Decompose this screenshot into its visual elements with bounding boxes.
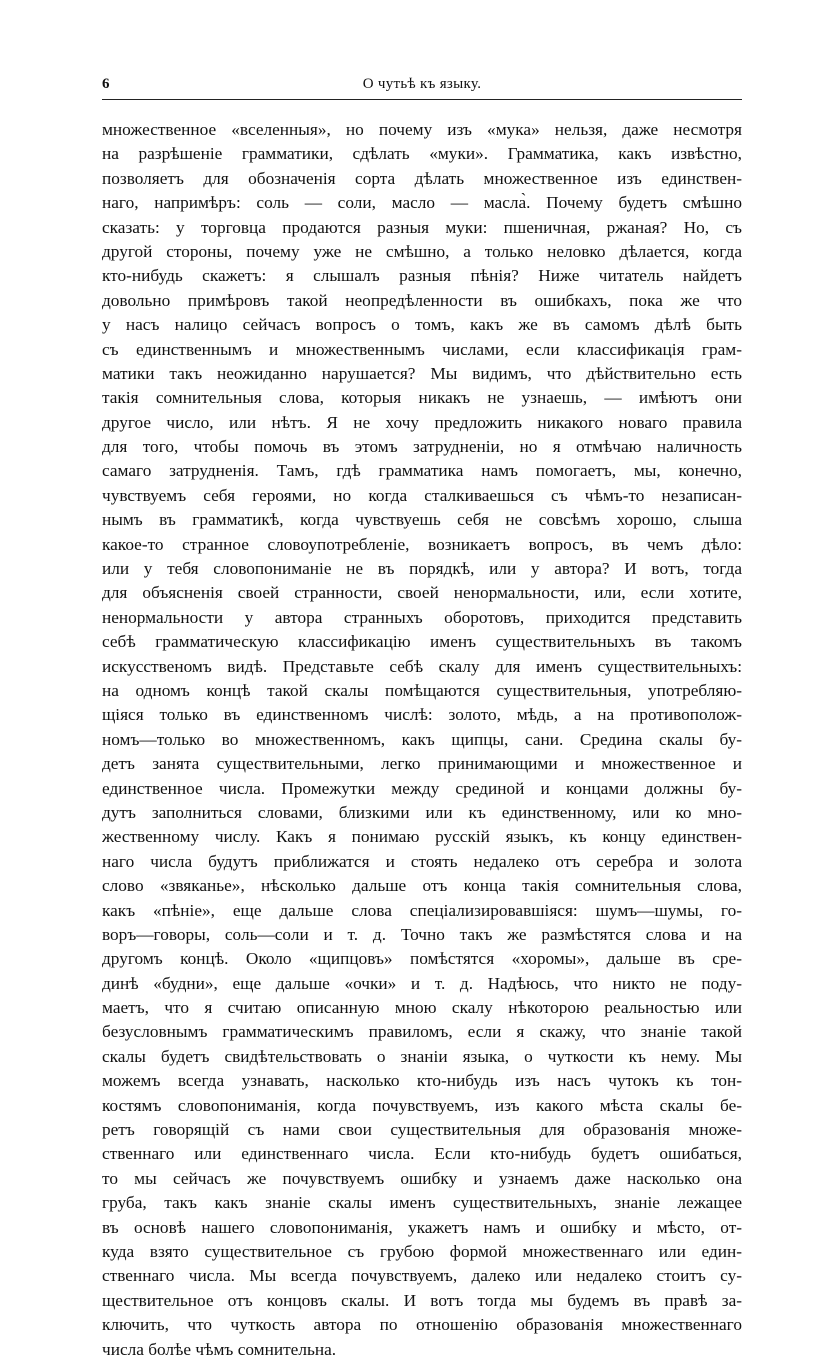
text-line: можемъ всегда узнавать, насколько кто-нибудь изъ насъ чутокъ къ тон- xyxy=(102,1071,742,1091)
text-line: другое число, или нѣтъ. Я не хочу предложить никакого новаго правила xyxy=(102,412,742,432)
text-line: кто-нибудь скажетъ: я слышалъ разныя пѣнія? Ниже читатель найдетъ xyxy=(102,266,742,286)
text-line: или у тебя словопониманіе не въ порядкѣ, или у автора? И вотъ, тогда xyxy=(102,559,742,579)
text-line: наго, напримѣръ: соль — соли, масло — масла̀. Почему будетъ смѣшно xyxy=(102,193,742,213)
text-line: себѣ грамматическую классификацію именъ существительныхъ въ такомъ xyxy=(102,632,742,652)
body-text xyxy=(102,118,742,1362)
text-line: безусловнымъ грамматическимъ правиломъ, если я скажу, что знаніе такой xyxy=(102,1022,742,1042)
text-line: воръ—говоры, соль—соли и т. д. Точно такъ же размѣстятся слова и на xyxy=(102,924,742,944)
text-line: чувствуемъ себя героями, но когда сталкиваешься съ чѣмъ-то незаписан- xyxy=(102,485,742,505)
text-line: матики такъ неожиданно нарушается? Мы видимъ, что дѣйствительно есть xyxy=(102,363,742,383)
text-line: ственнаго числа. Мы всегда почувствуемъ, далеко или недалеко стоитъ су- xyxy=(102,1266,742,1286)
text-line: жественному числу. Какъ я понимаю русскій языкъ, къ концу единствен- xyxy=(102,827,742,847)
text-line: ненормальности у автора странныхъ оборотовъ, приходится представить xyxy=(102,607,742,627)
text-line: наго числа будутъ приближатся и стоять недалеко отъ серебра и золота xyxy=(102,851,742,871)
text-line: нымъ въ грамматикѣ, когда чувствуешь себя не совсѣмъ хорошо, слыша xyxy=(102,510,742,530)
text-line: ственнаго или единственнаго числа. Если кто-нибудь будетъ ошибаться, xyxy=(102,1144,742,1164)
text-line: другой стороны, почему уже не смѣшно, а только неловко дѣлается, когда xyxy=(102,241,742,261)
header-rule xyxy=(102,99,742,100)
text-line: на одномъ концѣ такой скалы помѣщаются существительныя, употребляю- xyxy=(102,680,742,700)
text-line: самаго затрудненія. Тамъ, гдѣ грамматика намъ помогаетъ, мы, конечно, xyxy=(102,461,742,481)
text-line: детъ занята существительными, легко принимающими и множественное и xyxy=(102,754,742,774)
text-line: ществительное отъ концовъ скалы. И вотъ тогда мы будемъ въ правѣ за- xyxy=(102,1290,742,1310)
text-line: довольно примѣровъ такой неопредѣленности въ ошибкахъ, пока же что xyxy=(102,290,742,310)
text-line: сказать: у торговца продаются разныя муки: пшеничная, ржаная? Но, съ xyxy=(102,217,742,237)
text-line: то мы сейчасъ же почувствуемъ ошибку и узнаемъ даже насколько она xyxy=(102,1168,742,1188)
text-line: такія сомнительныя слова, которыя никакъ не узнаешь, — имѣютъ они xyxy=(102,388,742,408)
text-line: скалы будетъ свидѣтельствовать о знаніи языка, о чуткости къ нему. Мы xyxy=(102,1046,742,1066)
text-line: маетъ, что я считаю описанную мною скалу нѣкоторою реальностью или xyxy=(102,998,742,1018)
text-line: костямъ словопониманія, когда почувствуемъ, изъ какого мѣста скалы бе- xyxy=(102,1095,742,1115)
text-line: позволяетъ для обозначенія сорта дѣлать множественное изъ единствен- xyxy=(102,168,742,188)
text-line: числа болѣе чѣмъ сомнительна. xyxy=(102,1339,337,1359)
text-line: въ основѣ нашего словопониманія, укажетъ намъ и ошибку и мѣсто, от- xyxy=(102,1217,742,1237)
text-line: для объясненія своей странности, своей ненормальности, или, если хотите, xyxy=(102,583,742,603)
text-line: какое-то странное словоупотребленіе, возникаетъ вопросъ, въ чемъ дѣло: xyxy=(102,534,742,554)
page-number: 6 xyxy=(102,76,110,92)
text-line: ретъ говорящій съ нами свои существительныя для образованія множе- xyxy=(102,1120,742,1140)
text-line: куда взято существительное съ грубою формой множественнаго или един- xyxy=(102,1241,742,1261)
text-line: у насъ налицо сейчасъ вопросъ о томъ, какъ же въ самомъ дѣлѣ быть xyxy=(102,315,742,335)
text-line: дутъ заполниться словами, близкими или къ единственному, или ко мно- xyxy=(102,802,742,822)
text-line: единственное числа. Промежутки между срединой и концами должны бу- xyxy=(102,778,742,798)
text-line: щіяся только въ единственномъ числѣ: золото, мѣдь, а на противополож- xyxy=(102,705,742,725)
text-line: другомъ концѣ. Около «щипцовъ» помѣстятся «хоромы», дальше въ сре- xyxy=(102,949,742,969)
text-line: какъ «пѣніе», еще дальше слова спеціализировавшіяся: шумъ—шумы, го- xyxy=(102,900,742,920)
text-line: слово «звяканье», нѣсколько дальше отъ конца такія сомнительныя слова, xyxy=(102,876,742,896)
text-line: на разрѣшеніе грамматики, сдѣлать «муки». Грамматика, какъ извѣстно, xyxy=(102,144,742,164)
text-line: съ единственнымъ и множественнымъ числами, если классификація грам- xyxy=(102,339,742,359)
text-line: для того, чтобы помочь въ этомъ затрудненіи, но я отмѣчаю наличность xyxy=(102,437,742,457)
text-line: ключить, что чуткость автора по отношенію образованія множественнаго xyxy=(102,1315,742,1335)
running-title: О чутьѣ къ языку. xyxy=(362,76,482,92)
text-line: номъ—только во множественномъ, какъ щипцы, сани. Средина скалы бу- xyxy=(102,729,742,749)
text-line: груба, такъ какъ знаніе скалы именъ существительныхъ, знаніе лежащее xyxy=(102,1193,742,1213)
page-header xyxy=(102,68,742,102)
text-line: искусственомъ видѣ. Представьте себѣ скалу для именъ существительныхъ: xyxy=(102,656,742,676)
text-line: множественное «вселенныя», но почему изъ «мука» нельзя, даже несмотря xyxy=(102,120,742,139)
text-line: динѣ «будни», еще дальше «очки» и т. д. Надѣюсь, что никто не поду- xyxy=(102,973,742,993)
